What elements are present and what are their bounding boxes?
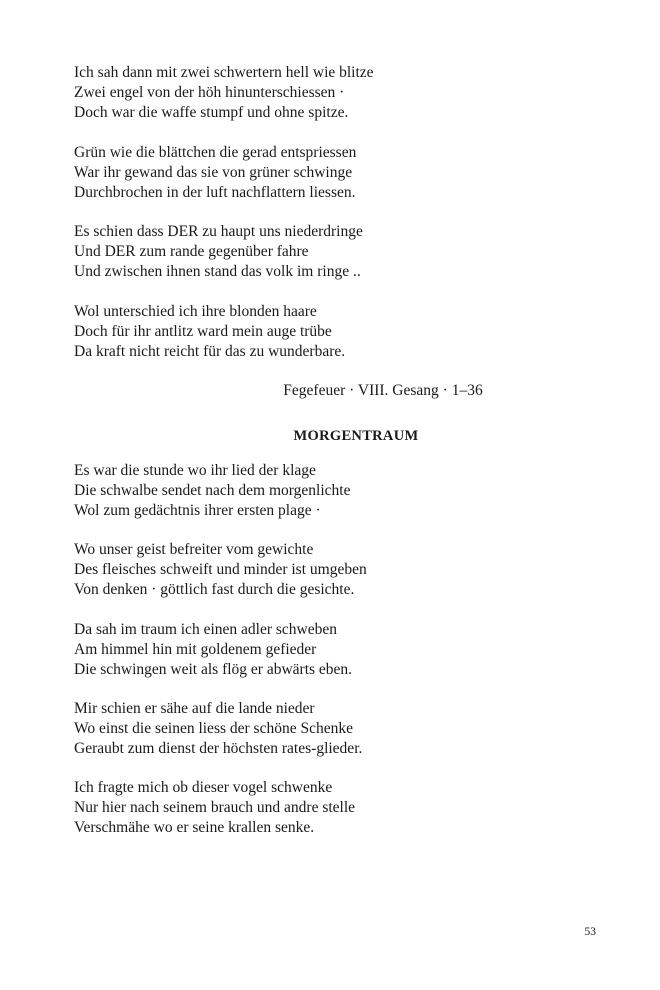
verse-line: Es war die stunde wo ihr lied der klage bbox=[74, 462, 316, 479]
source-citation bbox=[74, 381, 594, 401]
verse-line: Es schien dass DER zu haupt uns niederdringe bbox=[74, 223, 363, 240]
verse-line: Doch für ihr antlitz ward mein auge trübe bbox=[74, 323, 332, 340]
source-citation-text: Fegefeuer · VIII. Gesang · 1–36 bbox=[283, 382, 483, 399]
poem2-stanza-4 bbox=[74, 699, 594, 759]
verse-line: Des fleisches schweift und minder ist umgeben bbox=[74, 561, 367, 578]
verse-line: War ihr gewand das sie von grüner schwinge bbox=[74, 164, 353, 181]
verse-line: Doch war die waffe stumpf und ohne spitze. bbox=[74, 104, 349, 121]
poem1-stanza-1 bbox=[74, 63, 594, 123]
verse-line: Mir schien er sähe auf die lande nieder bbox=[74, 700, 315, 717]
poem1-stanza-2 bbox=[74, 143, 594, 203]
verse-line: Ich fragte mich ob dieser vogel schwenke bbox=[74, 779, 333, 796]
poem-title bbox=[74, 426, 594, 446]
poem2-stanza-2 bbox=[74, 540, 594, 600]
poem1-stanza-3 bbox=[74, 222, 594, 282]
page-number: 53 bbox=[584, 926, 596, 938]
verse-line: Wo einst die seinen liess der schöne Schenke bbox=[74, 720, 353, 737]
verse-line: Die schwingen weit als flög er abwärts eben. bbox=[74, 661, 353, 678]
verse-line: Zwei engel von der höh hinunterschiessen · bbox=[74, 84, 345, 101]
verse-line: Wol unterschied ich ihre blonden haare bbox=[74, 303, 317, 320]
verse-line: Grün wie die blättchen die gerad entspriessen bbox=[74, 144, 357, 161]
verse-line: Und zwischen ihnen stand das volk im ringe .. bbox=[74, 263, 361, 280]
verse-line: Da kraft nicht reicht für das zu wunderbare. bbox=[74, 343, 346, 360]
verse-line: Und DER zum rande gegenüber fahre bbox=[74, 243, 309, 260]
verse-line: Durchbrochen in der luft nachflattern liessen. bbox=[74, 184, 356, 201]
verse-line: Da sah im traum ich einen adler schweben bbox=[74, 621, 337, 638]
verse-line: Geraubt zum dienst der höchsten rates-glieder. bbox=[74, 740, 363, 757]
verse-line: Wo unser geist befreiter vom gewichte bbox=[74, 541, 314, 558]
verse-line: Die schwalbe sendet nach dem morgenlichte bbox=[74, 482, 351, 499]
verse-line: Verschmähe wo er seine krallen senke. bbox=[74, 819, 315, 836]
poem-title-text: MORGENTRAUM bbox=[293, 428, 419, 444]
poem2-stanza-3 bbox=[74, 620, 594, 680]
verse-line: Von denken · göttlich fast durch die gesichte. bbox=[74, 581, 355, 598]
verse-line: Wol zum gedächtnis ihrer ersten plage · bbox=[74, 502, 321, 519]
verse-line: Ich sah dann mit zwei schwertern hell wie blitze bbox=[74, 64, 374, 81]
poem2-stanza-1 bbox=[74, 461, 594, 521]
verse-line: Am himmel hin mit goldenem gefieder bbox=[74, 641, 317, 658]
verse-line: Nur hier nach seinem brauch und andre stelle bbox=[74, 799, 356, 816]
poem1-stanza-4 bbox=[74, 302, 594, 362]
poem2-stanza-5 bbox=[74, 778, 594, 838]
